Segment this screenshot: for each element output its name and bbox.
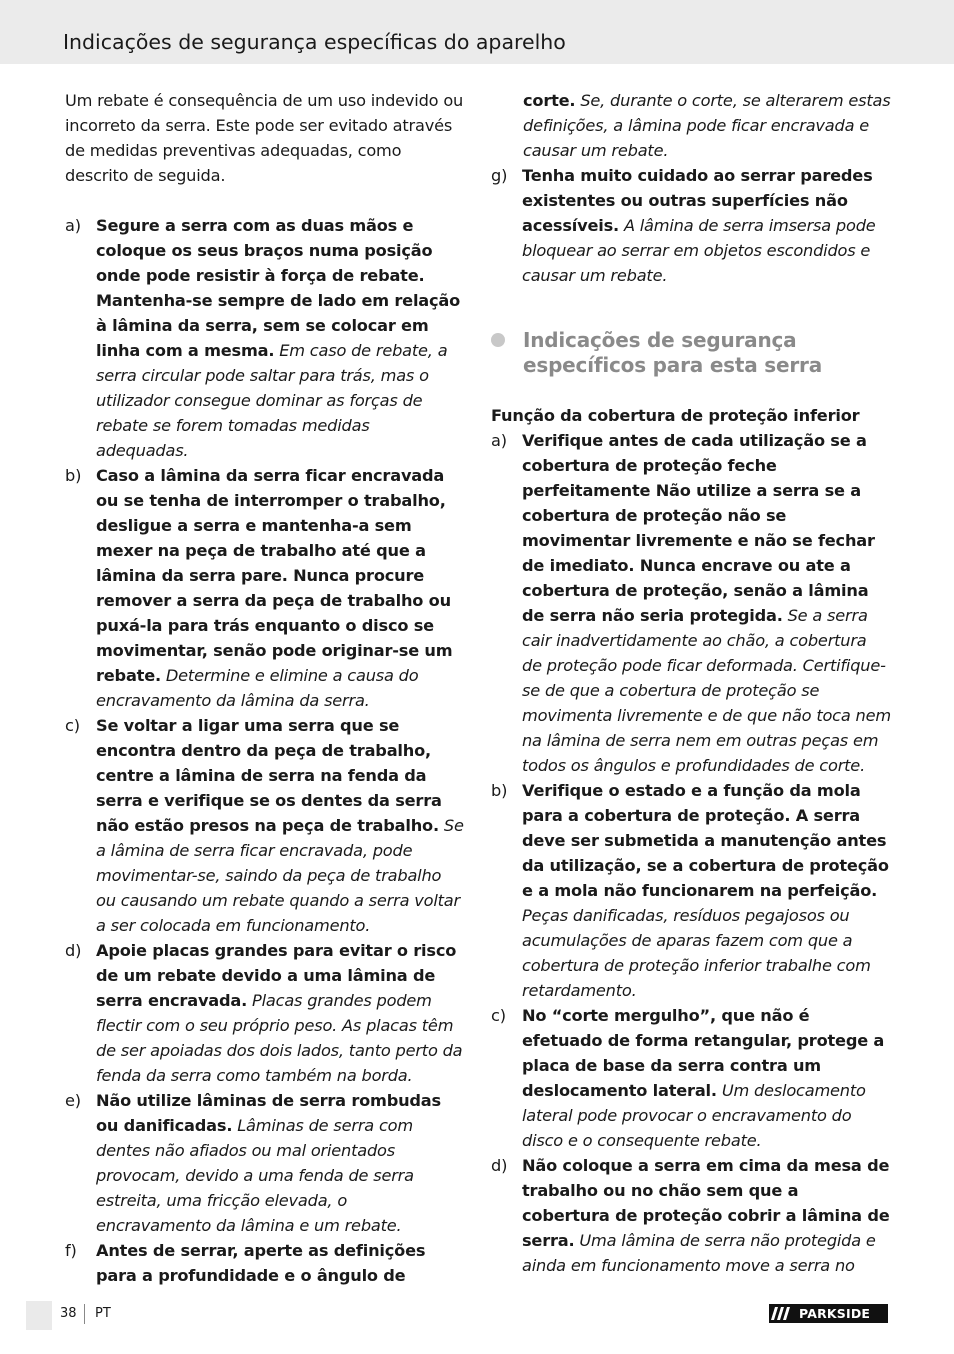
- item-bold-text: Apoie placas grandes para evitar o risco de um rebate devido a uma lâmina de serra encravada.: [96, 941, 457, 1010]
- item-italic-text: Determine e elimine a causa do encravamento da lâmina da serra.: [96, 666, 419, 710]
- language-code: PT: [95, 1306, 111, 1321]
- continued-item-body: [491, 88, 891, 163]
- item-bold-text: Não utilize lâminas de serra rombudas ou danificadas.: [96, 1091, 441, 1135]
- item-label: e): [65, 1091, 81, 1110]
- stripes-icon: [769, 1304, 797, 1323]
- footer-marker: [26, 1301, 52, 1330]
- left-column: [65, 88, 465, 1288]
- item-italic-text: Peças danificadas, resíduos pegajosos ou acumulações de aparas fazem com que a cobertura de proteção inferior trabalhe com retardamento.: [522, 906, 871, 1000]
- intro-paragraph: Um rebate é consequência de um uso indevido ou incorreto da serra. Este pode ser evitado através de medidas preventivas adequadas, como descrito de seguida.: [65, 91, 464, 185]
- footer-divider: [84, 1304, 85, 1324]
- item-body: [522, 1153, 891, 1278]
- list-item: [65, 213, 465, 463]
- item-italic-text: Se a lâmina de serra ficar encravada, pode movimentar-se, saindo da peça de trabalho ou causando um rebate quando a serra voltar a ser colocada em funcionamento.: [96, 816, 464, 935]
- item-body: [96, 713, 465, 938]
- section-heading: [491, 328, 891, 378]
- list-item: [65, 1238, 465, 1288]
- page-number: 38: [60, 1306, 77, 1321]
- right-column: [491, 88, 891, 1278]
- item-body: [96, 463, 465, 713]
- item-body: [522, 1003, 891, 1153]
- item-label: d): [65, 941, 82, 960]
- item-bold-text: Verifique antes de cada utilização se a cobertura de proteção feche perfeitamente Não utilize a serra se a cobertura de proteção não se movimentar livremente e não se fechar de imediato. Nunca encrave ou ate a cobertura de proteção, senão a lâmina de serra não seria protegida.: [522, 431, 875, 625]
- item-italic-text: Se, durante o corte, se alterarem estas definições, a lâmina pode ficar encravada e causar um rebate.: [523, 91, 891, 160]
- item-italic-text: Se a serra cair inadvertidamente ao chão, a cobertura de proteção pode ficar deformada. Certifique-se de que a cobertura de proteção se movimenta livremente e de que não toca nem na lâmina de serra nem em outras peças em todos os ângulos e profundidades de corte.: [522, 606, 891, 775]
- item-label: b): [491, 781, 508, 800]
- page-title: Indicações de segurança específicas do aparelho: [63, 30, 566, 54]
- list-item: [65, 463, 465, 713]
- item-bold-text: Segure a serra com as duas mãos e coloque os seus braços numa posição onde pode resistir à força de rebate. Mantenha-se sempre de lado em relação à lâmina da serra, sem se colocar em linha com a mesma.: [96, 216, 461, 360]
- item-bold-text: Verifique o estado e a função da mola para a cobertura de proteção. A serra deve ser submetida a manutenção antes da utilização, se a cobertura de proteção e a mola não funcionarem na perfeição.: [522, 781, 889, 900]
- item-label: a): [491, 431, 507, 450]
- item-bold-text: corte.: [523, 91, 576, 110]
- item-italic-text: Em caso de rebate, a serra circular pode saltar para trás, mas o utilizador consegue dominar as forças de rebate se forem tomadas medidas adequadas.: [96, 341, 448, 460]
- item-label: c): [491, 1006, 506, 1025]
- brand-name: PARKSIDE: [799, 1306, 871, 1321]
- item-body: [522, 778, 891, 1003]
- item-italic-text: A lâmina de serra imsersa pode bloquear ao serrar em objetos escondidos e causar um rebate.: [522, 216, 876, 285]
- item-label: a): [65, 216, 81, 235]
- item-label: c): [65, 716, 80, 735]
- item-bold-text: Antes de serrar, aperte as definições para a profundidade e o ângulo de: [96, 1241, 426, 1285]
- subheading: Função da cobertura de proteção inferior: [491, 406, 860, 425]
- item-bold-text: Não coloque a serra em cima da mesa de trabalho ou no chão sem que a cobertura de proteção cobrir a lâmina de serra.: [522, 1156, 890, 1250]
- item-bold-text: Tenha muito cuidado ao serrar paredes existentes ou outras superfícies não acessíveis.: [522, 166, 873, 235]
- item-italic-text: Uma lâmina de serra não protegida e ainda em funcionamento move a serra no: [522, 1231, 876, 1275]
- list-item: [65, 713, 465, 938]
- item-label: g): [491, 166, 508, 185]
- brand-logo: [769, 1304, 888, 1323]
- item-body: [522, 428, 891, 778]
- list-item: [491, 778, 891, 1003]
- item-bold-text: Caso a lâmina da serra ficar encravada ou se tenha de interromper o trabalho, desligue a serra e mantenha-a sem mexer na peça de trabalho até que a lâmina da serra pare. Nunca procure remover a serra da peça de trabalho ou puxá-la para trás enquanto o disco se movimentar, senão pode originar-se um rebate.: [96, 466, 453, 685]
- item-body: [96, 213, 465, 463]
- item-body: [522, 163, 891, 288]
- item-bold-text: No “corte mergulho”, que não é efetuado de forma retangular, protege a placa de base da serra contra um deslocamento lateral.: [522, 1006, 885, 1100]
- list-item: [491, 163, 891, 288]
- bullet-icon: [491, 333, 505, 347]
- item-body: [96, 1238, 465, 1288]
- item-bold-text: Se voltar a ligar uma serra que se encontra dentro da peça de trabalho, centre a lâmina de serra na fenda da serra e verifique se os dentes da serra não estão presos na peça de trabalho.: [96, 716, 442, 835]
- list-item: [491, 428, 891, 778]
- page-header: [0, 0, 954, 64]
- item-body: [96, 1088, 465, 1238]
- item-label: b): [65, 466, 82, 485]
- item-body: [96, 938, 465, 1088]
- list-item: [491, 1003, 891, 1153]
- item-label: f): [65, 1241, 77, 1260]
- section-title: Indicações de segurança específicos para esta serra: [523, 328, 822, 377]
- item-italic-text: Lâminas de serra com dentes não afiados ou mal orientados provocam, devido a uma fenda de serra estreita, uma fricção elevada, o encravamento da lâmina e um rebate.: [96, 1116, 414, 1235]
- item-italic-text: Um deslocamento lateral pode provocar o encravamento do disco e o consequente rebate.: [522, 1081, 866, 1150]
- item-label: d): [491, 1156, 508, 1175]
- item-italic-text: Placas grandes podem flectir com o seu próprio peso. As placas têm de ser apoiadas dos dois lados, tanto perto da fenda da serra como também na borda.: [96, 991, 463, 1085]
- list-item: [65, 1088, 465, 1238]
- list-item: [65, 938, 465, 1088]
- list-item: [491, 1153, 891, 1278]
